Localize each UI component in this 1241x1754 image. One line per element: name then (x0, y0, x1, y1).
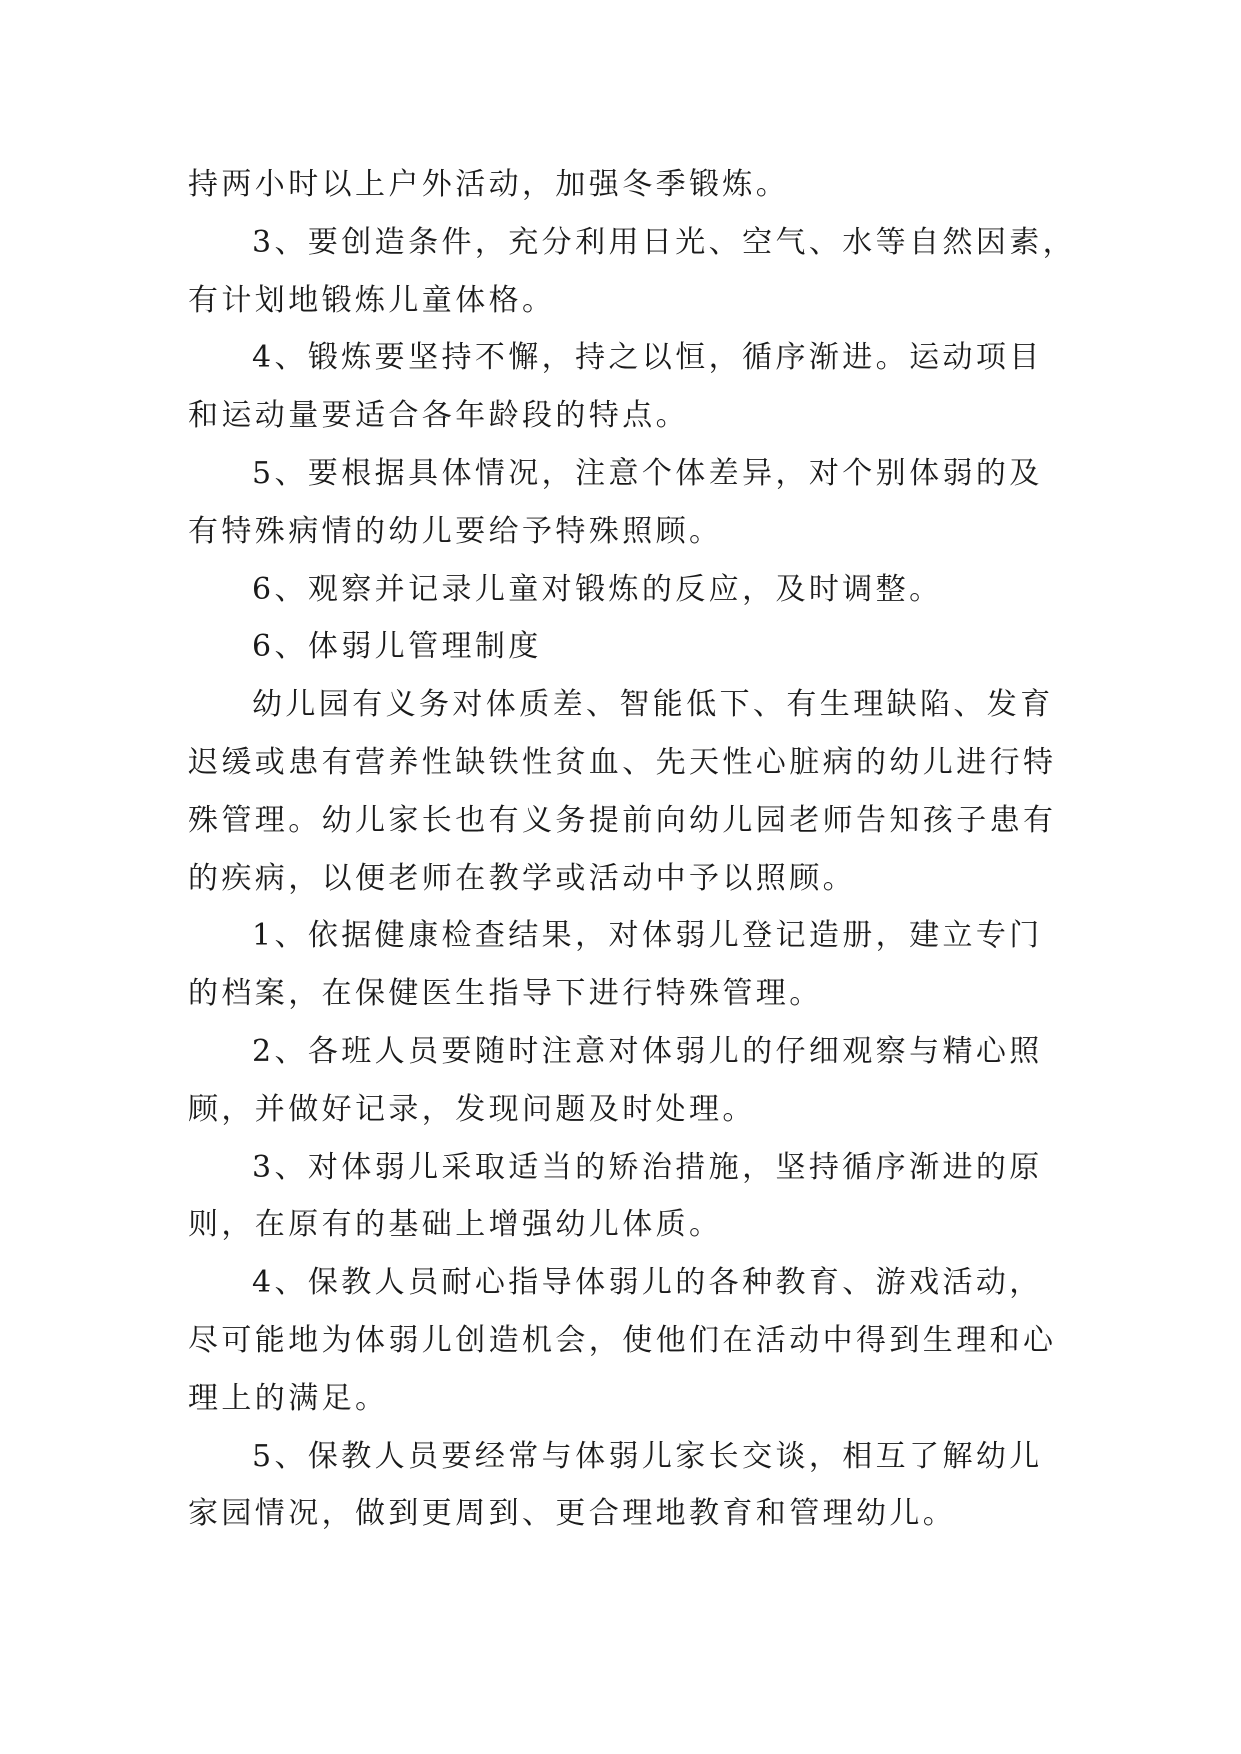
paragraph-first-line: 4、锻炼要坚持不懈，持之以恒，循序渐进。运动项目 (252, 340, 1043, 376)
paragraph-first-line: 3、对体弱儿采取适当的矫治措施，坚持循序渐进的原 (252, 1149, 1043, 1185)
paragraph-first-line: 5、保教人员要经常与体弱儿家长交谈，相互了解幼儿 (252, 1438, 1043, 1474)
paragraph-line: 顾，并做好记录，发现问题及时处理。 (188, 1091, 756, 1127)
paragraph-line: 家园情况，做到更周到、更合理地教育和管理幼儿。 (188, 1496, 957, 1532)
paragraph-line: 的档案，在保健医生指导下进行特殊管理。 (188, 976, 823, 1012)
paragraph-first-line: 5、要根据具体情况，注意个体差异，对个别体弱的及 (252, 455, 1043, 491)
paragraph-first-line: 6、观察并记录儿童对锻炼的反应，及时调整。 (252, 571, 943, 607)
paragraph-first-line: 6、体弱儿管理制度 (252, 629, 542, 665)
paragraph-line: 有计划地锻炼儿童体格。 (188, 282, 556, 318)
paragraph-first-line: 1、依据健康检查结果，对体弱儿登记造册，建立专门 (252, 918, 1043, 954)
paragraph-line: 和运动量要适合各年龄段的特点。 (188, 398, 689, 434)
document-body (188, 156, 1077, 1543)
paragraph-line: 迟缓或患有营养性缺铁性贫血、先天性心脏病的幼儿进行特 (188, 744, 1057, 780)
paragraph-line: 尽可能地为体弱儿创造机会，使他们在活动中得到生理和心 (188, 1322, 1057, 1358)
paragraph-first-line: 3、要创造条件，充分利用日光、空气、水等自然因素， (252, 224, 1077, 260)
paragraph-first-line: 2、各班人员要随时注意对体弱儿的仔细观察与精心照 (252, 1033, 1043, 1069)
paragraph-first-line: 幼儿园有义务对体质差、智能低下、有生理缺陷、发育 (252, 687, 1054, 723)
paragraph-line: 有特殊病情的幼儿要给予特殊照顾。 (188, 513, 723, 549)
paragraph-line: 持两小时以上户外活动，加强冬季锻炼。 (188, 167, 790, 202)
paragraph-line: 理上的满足。 (188, 1380, 389, 1416)
paragraph-line: 殊管理。幼儿家长也有义务提前向幼儿园老师告知孩子患有 (188, 802, 1057, 838)
paragraph-line: 的疾病，以便老师在教学或活动中予以照顾。 (188, 860, 856, 896)
paragraph-line: 则，在原有的基础上增强幼儿体质。 (188, 1207, 723, 1243)
paragraph-first-line: 4、保教人员耐心指导体弱儿的各种教育、游戏活动， (252, 1265, 1043, 1301)
